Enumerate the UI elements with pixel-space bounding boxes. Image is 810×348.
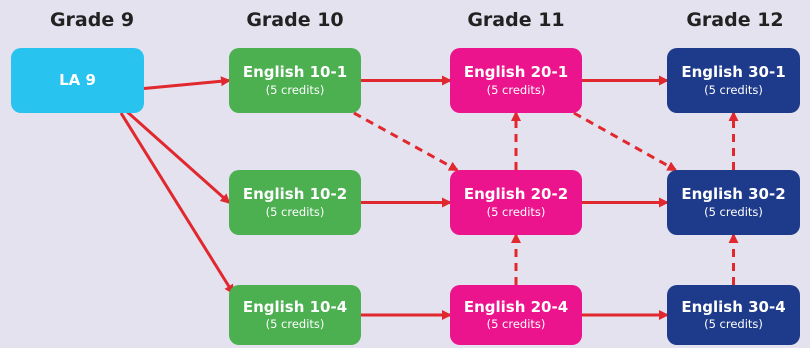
course-english-30-2	[667, 170, 800, 235]
course-credits: (5 credits)	[486, 204, 546, 219]
course-english-20-1	[450, 48, 582, 113]
arrow-la9-to-e104	[121, 113, 233, 293]
course-title: English 30-2	[681, 185, 786, 204]
course-credits: (5 credits)	[704, 204, 763, 219]
course-title: LA 9	[59, 70, 96, 89]
course-credits: (5 credits)	[704, 317, 763, 332]
course-credits: (5 credits)	[265, 204, 325, 219]
course-english-10-1	[229, 48, 361, 113]
course-credits: (5 credits)	[265, 82, 325, 97]
grade-header-10: Grade 10	[246, 9, 344, 31]
course-title: English 10-1	[242, 63, 348, 82]
course-english-10-2	[229, 170, 361, 235]
course-title: English 20-2	[463, 185, 569, 204]
course-credits: (5 credits)	[265, 317, 325, 332]
course-title: English 10-4	[242, 297, 348, 316]
course-la9	[11, 48, 144, 113]
arrow-e101-to-e202	[354, 113, 457, 170]
course-credits: (5 credits)	[486, 82, 546, 97]
grade-header-12: Grade 12	[686, 9, 784, 31]
grade-header-9: Grade 9	[49, 9, 135, 31]
grade-header-11: Grade 11	[467, 9, 565, 31]
arrow-la9-to-e101	[144, 81, 229, 89]
course-title: English 30-1	[681, 63, 786, 82]
course-english-30-4	[667, 285, 800, 345]
course-credits: (5 credits)	[486, 317, 546, 332]
course-title: English 30-4	[681, 297, 786, 316]
course-title: English 10-2	[242, 185, 348, 204]
course-english-20-2	[450, 170, 582, 235]
course-english-20-4	[450, 285, 582, 345]
arrow-la9-to-e102	[124, 109, 229, 203]
arrow-e201-to-e302	[574, 113, 676, 170]
course-credits: (5 credits)	[704, 82, 763, 97]
course-english-30-1	[667, 48, 800, 113]
course-title: English 20-1	[463, 63, 569, 82]
course-title: English 20-4	[463, 297, 569, 316]
course-english-10-4	[229, 285, 361, 345]
